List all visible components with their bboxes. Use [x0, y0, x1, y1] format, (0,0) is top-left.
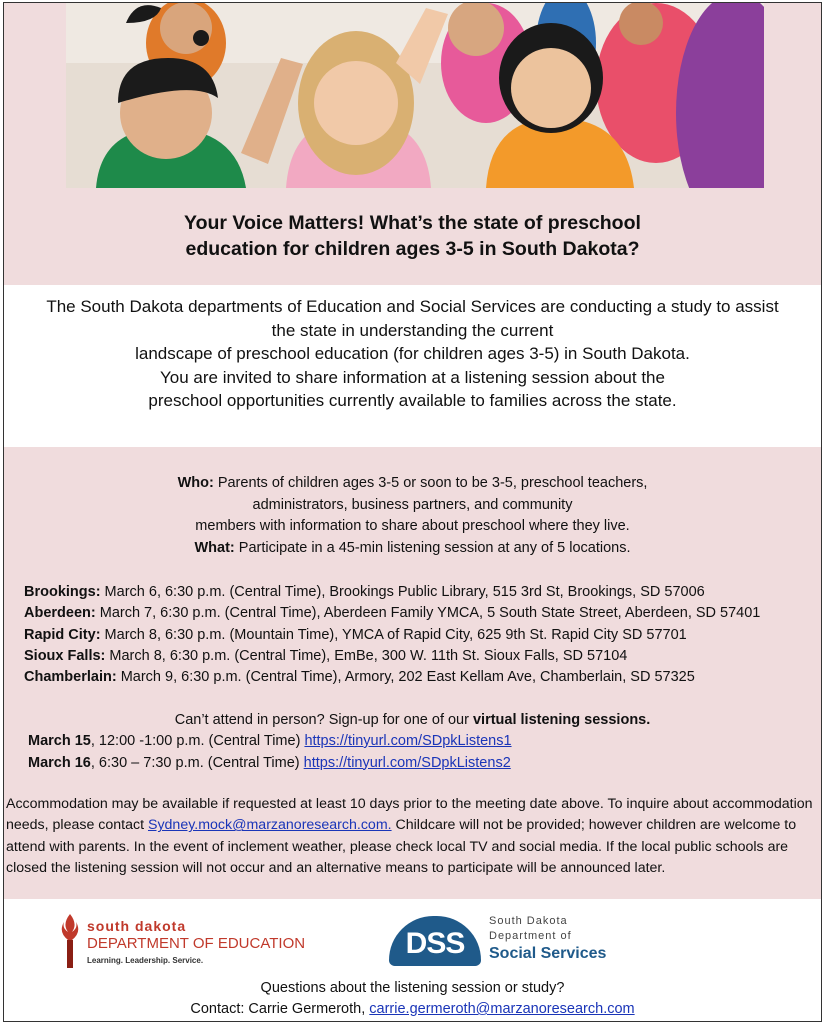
sd-social-services-logo — [389, 913, 629, 971]
children-illustration — [66, 3, 764, 188]
contact-prefix: Contact: Carrie Germeroth, — [190, 1001, 370, 1017]
session-link[interactable]: https://tinyurl.com/SDpkListens2 — [303, 754, 511, 771]
location-city: Rapid City: — [24, 626, 101, 643]
accommodation-notice — [6, 794, 821, 879]
headline — [4, 210, 821, 262]
session-link[interactable]: https://tinyurl.com/SDpkListens1 — [304, 733, 512, 749]
what-text: Participate in a 45-min listening session at any of 5 locations. — [234, 539, 631, 556]
location-details: March 9, 6:30 p.m. (Central Time), Armory, 202 East Kellam Ave, Chamberlain, SD 57325 — [116, 669, 695, 686]
who-what-section — [4, 473, 821, 559]
what-label: What: — [194, 539, 235, 556]
sd-education-logo — [59, 912, 329, 972]
flyer — [3, 2, 822, 1022]
intro-line: the state in understanding the current — [271, 320, 554, 340]
header-band — [4, 3, 821, 285]
who-line-2: administrators, business partners, and community — [252, 496, 573, 513]
location-item — [24, 625, 824, 646]
torch-icon — [59, 912, 81, 972]
intro-line: landscape of preschool education (for children ages 3-5) in South Dakota. — [135, 344, 690, 363]
location-city: Aberdeen: — [24, 605, 96, 622]
location-item — [24, 603, 824, 624]
contact-question: Questions about the listening session or study? — [260, 980, 565, 996]
accommodation-text-1: Accommodation may be available if requested at least 10 days prior to the meeting date above. To inquire about accommodation needs, please contact — [6, 796, 813, 834]
what-line — [4, 538, 821, 560]
location-details: March 7, 6:30 p.m. (Central Time), Aberdeen Family YMCA, 5 South State Street, Aberdeen, SD 57401 — [95, 605, 761, 622]
location-item — [24, 582, 824, 603]
headline-line-1: Your Voice Matters! What’s the state of preschool — [184, 212, 641, 234]
children-photo — [66, 3, 764, 188]
intro-paragraph — [4, 295, 821, 445]
who-line-3: members with information to share about preschool where they live. — [195, 518, 630, 534]
who-label: Who: — [177, 475, 214, 491]
dss-mark: DSS — [405, 927, 465, 960]
contact-email-link[interactable]: carrie.germeroth@marzanoresearch.com — [369, 1001, 635, 1017]
dss-line-2: Department of — [489, 930, 572, 942]
accommodation-email-link[interactable]: Sydney.mock@marzanoresearch.com. — [147, 817, 392, 834]
intro-line: preschool opportunities currently available to families across the state. — [148, 391, 677, 410]
virtual-session — [28, 731, 512, 753]
contact-section — [4, 978, 821, 1020]
accommodation-text-2: Childcare will not be provided; however children are welcome to attend with parents. In the event of inclement weather, please check local TV and social media. If the local public schools are closed the listening session will not occur and an alternative means to participate will be announced later. — [6, 817, 797, 876]
session-time: , 12:00 -1:00 p.m. (Central Time) — [90, 733, 305, 749]
dss-line-1: South Dakota — [489, 915, 568, 927]
session-date: March 15 — [28, 733, 91, 749]
contact-line — [4, 999, 821, 1020]
sdde-line-1: south dakota — [87, 918, 187, 934]
location-details: March 6, 6:30 p.m. (Central Time), Brookings Public Library, 515 3rd St, Brookings, SD 57006 — [100, 584, 705, 600]
virtual-intro-text: Can’t attend in person? Sign-up for one of our — [174, 712, 473, 728]
virtual-intro-bold: virtual listening sessions. — [472, 712, 651, 728]
location-city: Brookings: — [24, 584, 101, 600]
virtual-sessions — [28, 731, 512, 774]
headline-line-2: education for children ages 3-5 in South Dakota? — [185, 238, 640, 260]
virtual-intro — [4, 710, 821, 731]
location-list — [24, 582, 824, 688]
intro-line: The South Dakota departments of Education and Social Services are conducting a study to assist — [46, 297, 779, 316]
location-city: Chamberlain: — [24, 669, 117, 686]
who-text-1: Parents of children ages 3-5 or soon to be 3-5, preschool teachers, — [213, 475, 648, 491]
dss-line-3: Social Services — [489, 945, 607, 962]
session-time: , 6:30 – 7:30 p.m. (Central Time) — [90, 754, 304, 771]
intro-line: You are invited to share information at a listening session about the — [160, 367, 665, 387]
sdde-tagline: Learning. Leadership. Service. — [87, 956, 204, 965]
location-details: March 8, 6:30 p.m. (Mountain Time), YMCA of Rapid City, 625 9th St. Rapid City SD 57701 — [100, 626, 687, 643]
sdde-line-2: DEPARTMENT OF EDUCATION — [87, 935, 306, 952]
location-city: Sioux Falls: — [24, 647, 106, 664]
virtual-session — [28, 753, 512, 775]
who-line-1 — [4, 473, 821, 495]
session-date: March 16 — [28, 754, 91, 771]
location-item — [24, 646, 824, 667]
location-details: March 8, 6:30 p.m. (Central Time), EmBe, 300 W. 11th St. Sioux Falls, SD 57104 — [105, 647, 628, 664]
location-item — [24, 667, 824, 688]
